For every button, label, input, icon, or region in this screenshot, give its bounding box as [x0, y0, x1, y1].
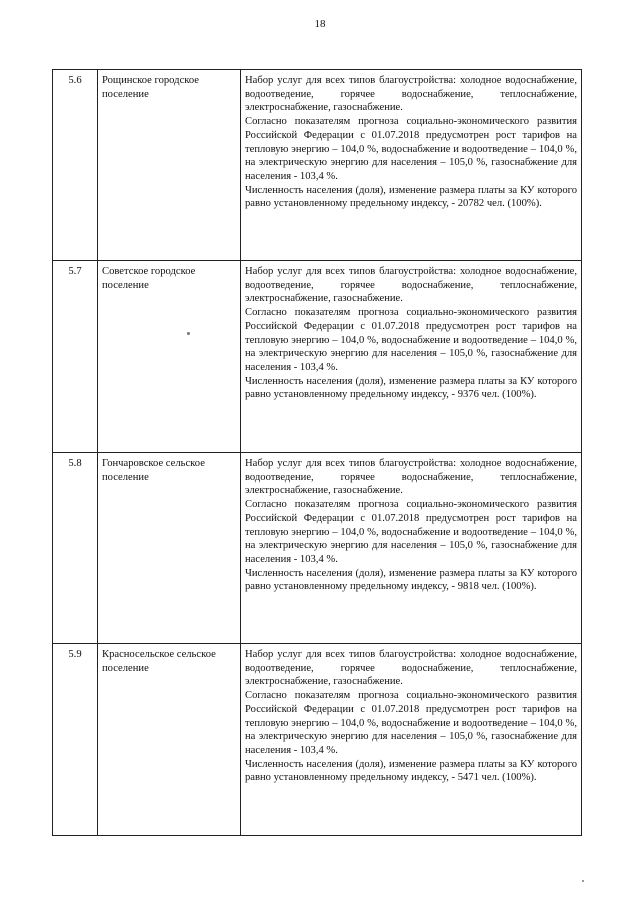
description-cell — [241, 261, 582, 453]
table-row — [53, 261, 582, 453]
settlements-table — [52, 69, 582, 836]
forecast-paragraph: Согласно показателям прогноза социально-экономического развития Российской Федерации с 01.07.2018 предусмотрен рост тарифов на тепловую энергию – 104,0 %, водоснабжение и водоотведение – 104,0 %, на электрическую энергию для населения – 105,0 %, газоснабжение для населения - 103,4 %. — [245, 690, 577, 756]
forecast-paragraph: Согласно показателям прогноза социально-экономического развития Российской Федерации с 01.07.2018 предусмотрен рост тарифов на тепловую энергию – 104,0 %, водоснабжение и водоотведение – 104,0 %, на электрическую энергию для населения – 105,0 %, газоснабжение для населения - 103,4 %. — [245, 307, 577, 373]
services-paragraph: Набор услуг для всех типов благоустройства: холодное водоснабжение, водоотведение, горячее водоснабжение, теплоснабжение, электроснабжение, газоснабжение. — [245, 649, 577, 688]
settlement-name: Красносельское сельское поселение — [98, 644, 241, 836]
table-row — [53, 644, 582, 836]
population-paragraph: Численность населения (доля), изменение размера платы за КУ которого равно установленному предельному индексу, - 9376 чел. (100%). — [245, 375, 577, 401]
services-paragraph: Набор услуг для всех типов благоустройства: холодное водоснабжение, водоотведение, горячее водоснабжение, теплоснабжение, электроснабжение, газоснабжение. — [245, 75, 577, 114]
table-row — [53, 70, 582, 261]
services-paragraph: Набор услуг для всех типов благоустройства: холодное водоснабжение, водоотведение, горячее водоснабжение, теплоснабжение, электроснабжение, газоснабжение. — [245, 266, 577, 305]
population-paragraph: Численность населения (доля), изменение размера платы за КУ которого равно установленному предельному индексу, - 20782 чел. (100%). — [245, 184, 577, 210]
description-cell — [241, 453, 582, 644]
population-paragraph: Численность населения (доля), изменение размера платы за КУ которого равно установленному предельному индексу, - 9818 чел. (100%). — [245, 567, 577, 593]
forecast-paragraph: Согласно показателям прогноза социально-экономического развития Российской Федерации с 01.07.2018 предусмотрен рост тарифов на тепловую энергию – 104,0 %, водоснабжение и водоотведение – 104,0 %, на электрическую энергию для населения – 105,0 %, газоснабжение для населения - 103,4 %. — [245, 116, 577, 182]
scan-speck — [582, 880, 584, 882]
population-paragraph: Численность населения (доля), изменение размера платы за КУ которого равно установленному предельному индексу, - 5471 чел. (100%). — [245, 758, 577, 784]
description-cell — [241, 70, 582, 261]
settlement-name: Гончаровское сельское поселение — [98, 453, 241, 644]
row-number: 5.6 — [53, 70, 98, 261]
row-number: 5.8 — [53, 453, 98, 644]
forecast-paragraph: Согласно показателям прогноза социально-экономического развития Российской Федерации с 01.07.2018 предусмотрен рост тарифов на тепловую энергию – 104,0 %, водоснабжение и водоотведение – 104,0 %, на электрическую энергию для населения – 105,0 %, газоснабжение для населения - 103,4 %. — [245, 499, 577, 565]
scan-speck — [187, 332, 190, 335]
settlement-name: Советское городское поселение — [98, 261, 241, 453]
description-cell — [241, 644, 582, 836]
settlement-name: Рощинское городское поселение — [98, 70, 241, 261]
table-row — [53, 453, 582, 644]
page-number: 18 — [314, 18, 326, 30]
services-paragraph: Набор услуг для всех типов благоустройства: холодное водоснабжение, водоотведение, горячее водоснабжение, теплоснабжение, электроснабжение, газоснабжение. — [245, 458, 577, 497]
row-number: 5.9 — [53, 644, 98, 836]
row-number: 5.7 — [53, 261, 98, 453]
